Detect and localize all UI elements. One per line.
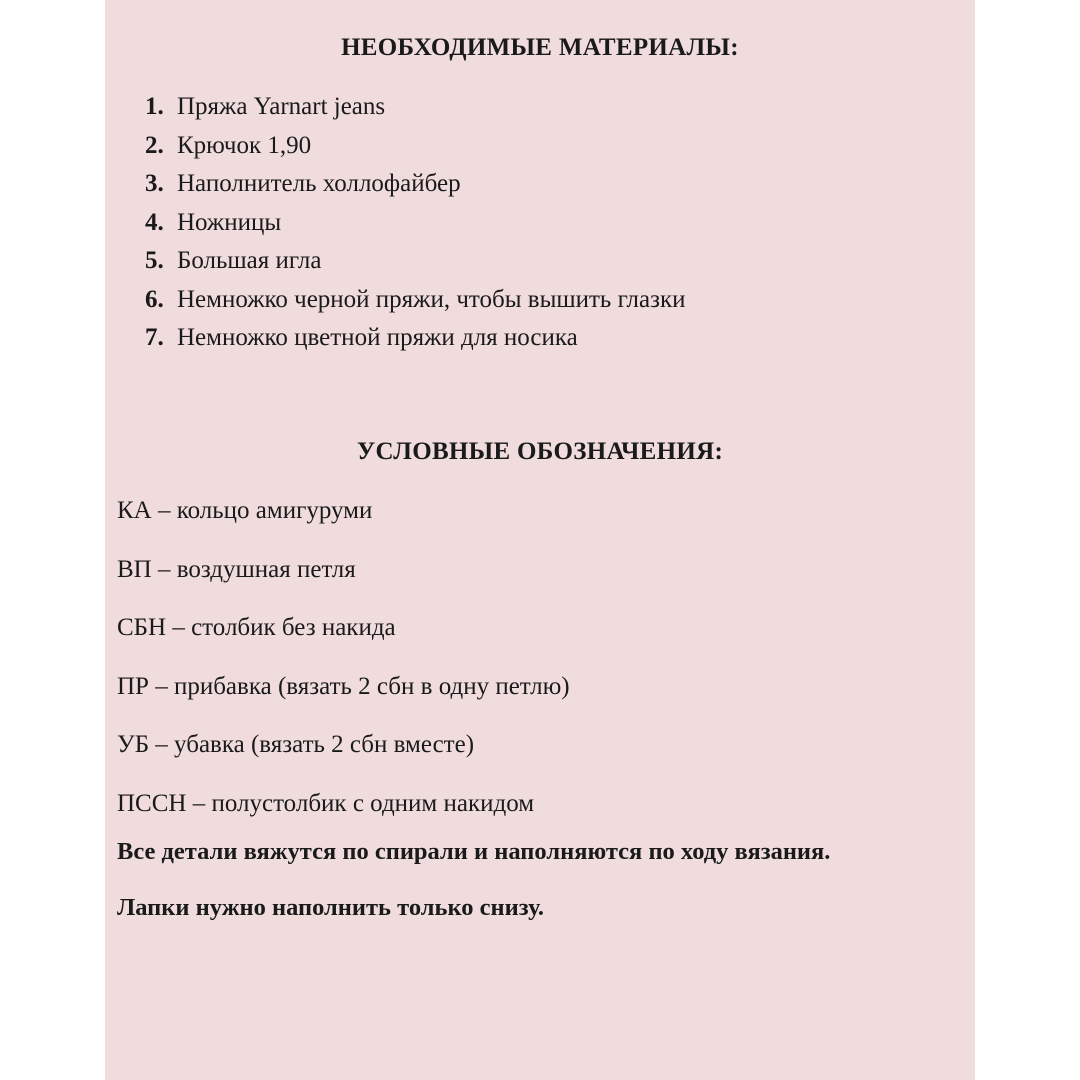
legend-item: УБ – убавка (вязать 2 сбн вместе) — [117, 731, 475, 758]
item-number: 4. — [145, 208, 164, 236]
item-text: Немножко черной пряжи, чтобы вышить глазки — [177, 285, 686, 313]
list-item — [145, 204, 686, 243]
item-number: 5. — [145, 247, 164, 274]
item-text: Немножко цветной пряжи для носика — [177, 324, 578, 351]
item-number: 3. — [145, 170, 164, 197]
list-item — [145, 242, 686, 281]
item-text: Пряжа Yarnart jeans — [177, 93, 386, 120]
list-item — [145, 281, 686, 320]
item-text: Большая игла — [177, 247, 322, 274]
spiral-note: Все детали вяжутся по спирали и наполняются по ходу вязания. — [117, 838, 831, 865]
legend-item: КА – кольцо амигуруми — [117, 497, 373, 524]
materials-list — [145, 88, 686, 358]
item-text: Наполнитель холлофайбер — [177, 170, 461, 197]
legend-item: ВП – воздушная петля — [117, 555, 356, 583]
legend-list — [117, 492, 570, 843]
list-item — [145, 127, 686, 166]
list-item — [145, 319, 686, 358]
paws-note: Лапки нужно наполнить только снизу. — [117, 894, 545, 921]
item-text: Крючок 1,90 — [177, 131, 312, 159]
item-number: 7. — [145, 324, 164, 351]
legend-item: СБН – столбик без накида — [117, 614, 396, 641]
legend-heading: УСЛОВНЫЕ ОБОЗНАЧЕНИЯ: — [356, 438, 724, 465]
legend-item: ПР – прибавка (вязать 2 сбн в одну петлю) — [117, 672, 570, 700]
document-page — [105, 0, 975, 1080]
item-number: 6. — [145, 285, 164, 313]
materials-heading: НЕОБХОДИМЫЕ МАТЕРИАЛЫ: — [341, 34, 739, 61]
list-item — [145, 165, 686, 204]
list-item — [145, 88, 686, 127]
item-text: Ножницы — [177, 208, 282, 236]
item-number: 1. — [145, 93, 164, 120]
item-number: 2. — [145, 131, 164, 159]
legend-item: ПССН – полустолбик с одним накидом — [117, 789, 535, 817]
